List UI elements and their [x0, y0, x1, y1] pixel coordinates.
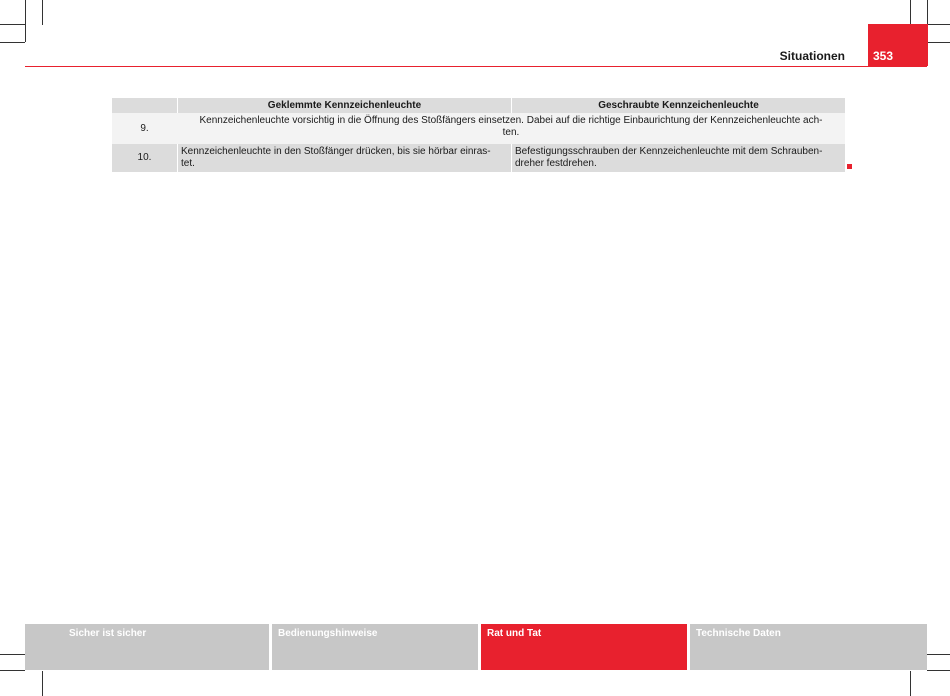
- crop-mark: [927, 654, 950, 655]
- text-line: dreher festdrehen.: [515, 158, 597, 169]
- table-header-step: [112, 98, 177, 113]
- crop-mark: [927, 670, 950, 671]
- nav-tab-rat-und-tat[interactable]: [481, 624, 687, 670]
- table-row: [112, 113, 845, 144]
- text-line: ten.: [502, 127, 520, 138]
- text-line: Kennzeichenleuchte vorsichtig in die Öffnung des Stoßfängers einsetzen. Dabei auf die richtige Einbaurichtung der Kennzeichenleuchte ach-: [199, 115, 823, 126]
- page-number: 353: [873, 49, 894, 63]
- section-title: Situationen: [779, 49, 845, 63]
- text-line: Kennzeichenleuchte in den Stoßfänger drücken, bis sie hörbar einras-: [181, 146, 491, 157]
- header-rule: [25, 66, 927, 67]
- table-row: [112, 144, 845, 172]
- table-header-row: [112, 98, 845, 113]
- crop-mark: [0, 670, 25, 671]
- crop-mark: [0, 42, 25, 43]
- nav-tab-label: Technische Daten: [696, 628, 781, 639]
- crop-mark: [42, 0, 43, 25]
- step-text-clamped: [177, 144, 511, 172]
- nav-tab-label: Rat und Tat: [487, 628, 542, 639]
- crop-mark: [42, 671, 43, 696]
- step-number: 10.: [112, 144, 177, 172]
- crop-mark: [910, 0, 911, 25]
- section-end-marker: [847, 164, 852, 169]
- nav-tab-sicher-ist-sicher[interactable]: [25, 624, 269, 670]
- crop-mark: [0, 654, 25, 655]
- instruction-table: [112, 98, 845, 172]
- crop-mark: [927, 42, 950, 43]
- step-text-combined: [177, 113, 845, 144]
- table-header-screwed: Geschraubte Kennzeichenleuchte: [511, 98, 845, 113]
- crop-mark: [0, 24, 25, 25]
- text-line: Befestigungsschrauben der Kennzeichenleuchte mit dem Schrauben-: [515, 146, 823, 157]
- nav-tab-technische-daten[interactable]: [690, 624, 927, 670]
- footer-nav: [25, 624, 927, 670]
- nav-tab-bedienungshinweise[interactable]: [272, 624, 478, 670]
- nav-tab-label: Bedienungshinweise: [278, 628, 378, 639]
- step-number: 9.: [112, 113, 177, 144]
- text-line: tet.: [181, 158, 195, 169]
- crop-mark: [910, 671, 911, 696]
- crop-mark: [927, 24, 950, 25]
- step-text-screwed: [511, 144, 845, 172]
- table-header-clamped: Geklemmte Kennzeichenleuchte: [177, 98, 511, 113]
- nav-tab-label: Sicher ist sicher: [69, 628, 147, 639]
- crop-mark: [25, 0, 26, 42]
